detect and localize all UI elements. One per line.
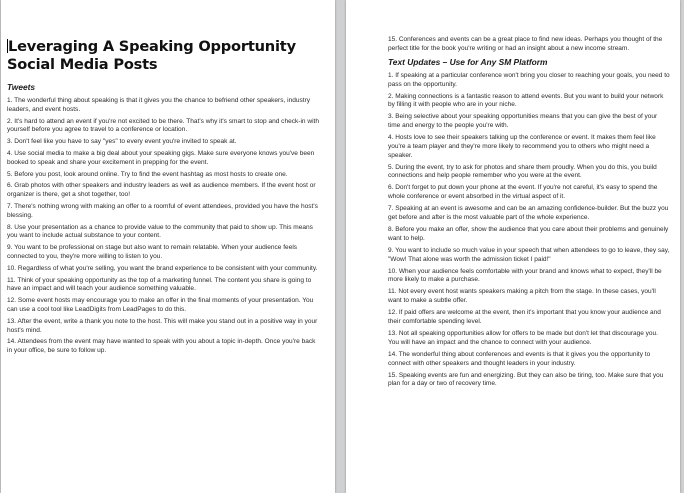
list-item: 1. The wonderful thing about speaking is that it gives you the chance to befriend other speakers, industry leaders, and event hosts.: [7, 97, 311, 113]
title-line-1: Leveraging A Speaking Opportunity: [8, 38, 296, 55]
list-item: 11. Not every event host wants speakers making a pitch from the stage. In these cases, you'll want to make a subtle offer.: [388, 288, 656, 305]
list-item: 9. You want to be professional on stage but also want to remain relatable. When your audience feels connected to you, they're more willing to listen to you.: [7, 244, 298, 260]
list-item: 4. Hosts love to see their speakers talking up the conference or event. It makes them feel like you're a team player and they're more likely to recommend you to others who might need a speaker.: [388, 134, 656, 159]
list-item-continued: 15. Conferences and events can be a great place to find new ideas. Perhaps you thought of the perfect title for the book you're writing or had an insight about a new income stream.: [388, 36, 663, 52]
list-item: 2. It's hard to attend an event if you're not excited to be there. That's why it's smart to stop and check-in with yourself before you agree to travel to a conference or location.: [7, 117, 320, 134]
tweet-list: [7, 97, 321, 356]
list-item: 5. Before you post, look around online. Try to find the event hashtag as most hosts to create one.: [7, 170, 288, 178]
list-item: 8. Use your presentation as a chance to provide value to the community that paid to show up. This means you want to include actual substance to your content.: [7, 223, 313, 240]
section-heading-text-updates: Text Updates – Use for Any SM Platform: [388, 56, 548, 67]
list-item: 8. Before you make an offer, show the audience that you care about their problems and genuinely want to help.: [388, 226, 669, 242]
list-item: 11. Think of your speaking opportunity as the top of a marketing funnel. The content you share is going to have an impact and will teach your audience something valuable.: [7, 276, 312, 293]
list-item: 2. Making connections is a fantastic reason to attend events. But you want to build your network by filling it with people who are in your niche.: [388, 92, 664, 109]
list-item: 13. After the event, write a thank you note to the host. This will make you stand out in a positive way in your host's mind.: [7, 317, 318, 334]
list-item: 7. Speaking at an event is awesome and can be an amazing confidence-builder. But the buzz you get before and after is the most valuable part of the whole experience.: [388, 205, 669, 221]
list-item: 3. Don't feel like you have to say "yes" to every event you're invited to speak at.: [7, 138, 237, 146]
document-title: [7, 38, 321, 74]
list-item: 3. Being selective about your speaking opportunities means that you can give the best of your time and energy to the people you're with.: [388, 113, 658, 130]
list-item: 12. If paid offers are welcome at the event, then it's important that you know your audience and their comfortable spending level.: [388, 309, 661, 325]
title-line-2: Social Media Posts: [7, 56, 158, 73]
list-item: 12. Some event hosts may encourage you to make an offer in the final moments of your presentation. You can use a cool tool like LeadDigits from LeadPages to do this.: [7, 297, 314, 313]
document-page-right[interactable]: [346, 0, 680, 493]
list-item: 7. There's nothing wrong with making an offer to a roomful of event attendees, provided you have the host's blessing.: [7, 202, 318, 219]
section-heading-tweets: Tweets: [7, 82, 36, 92]
list-item: 10. Regardless of what you're selling, you want the brand experience to be consistent with your community.: [7, 264, 318, 272]
list-item: 9. You want to include so much value in your speech that when attendees to go to leave, they say, "Wow! That alone was worth the admission ticket I paid!": [388, 246, 670, 263]
list-item: 14. The wonderful thing about conferences and events is that it gives you the opportunity to connect with other speakers and thought leaders in your industry.: [388, 350, 651, 367]
list-item: 13. Not all speaking opportunities allow for offers to be made but don't let that discourage you. You will have an impact and the chance to connect with your audience.: [388, 330, 658, 346]
text-update-list: [388, 72, 670, 389]
list-item: 15. Speaking events are fun and energizing. But they can also be tiring, too. Make sure that you plan for a day or two of recovery time.: [388, 371, 664, 388]
list-item: 6. Don't forget to put down your phone at the event. If you're not careful, it's easy to spend the whole conference or event absorbed in the virtual aspect of it.: [388, 184, 658, 201]
list-item: 1. If speaking at a particular conference won't bring you closer to reaching your goals, you need to pass on the opportunity.: [388, 71, 670, 88]
list-item: 4. Use social media to make a big deal about your speaking gigs. Make sure everyone knows you've been booked to speak and share your excitement in prepping for the event.: [7, 149, 315, 166]
list-item: 5. During the event, try to ask for photos and share them proudly. When you do this, you build connections and help people remember who you were at the event.: [388, 163, 657, 180]
list-item: 6. Grab photos with other speakers and industry leaders as well as audience members. If the event host or organizer is there, get a shot together, too!: [7, 182, 316, 199]
document-page-left[interactable]: [1, 0, 335, 493]
list-item: 10. When your audience feels comfortable with your brand and knows what to expect, they'll be more likely to make a purchase.: [388, 267, 662, 284]
list-item: 14. Attendees from the event may have wanted to speak with you about a topic in-depth. Once you're back in your office, be sure to follow up.: [7, 338, 316, 355]
